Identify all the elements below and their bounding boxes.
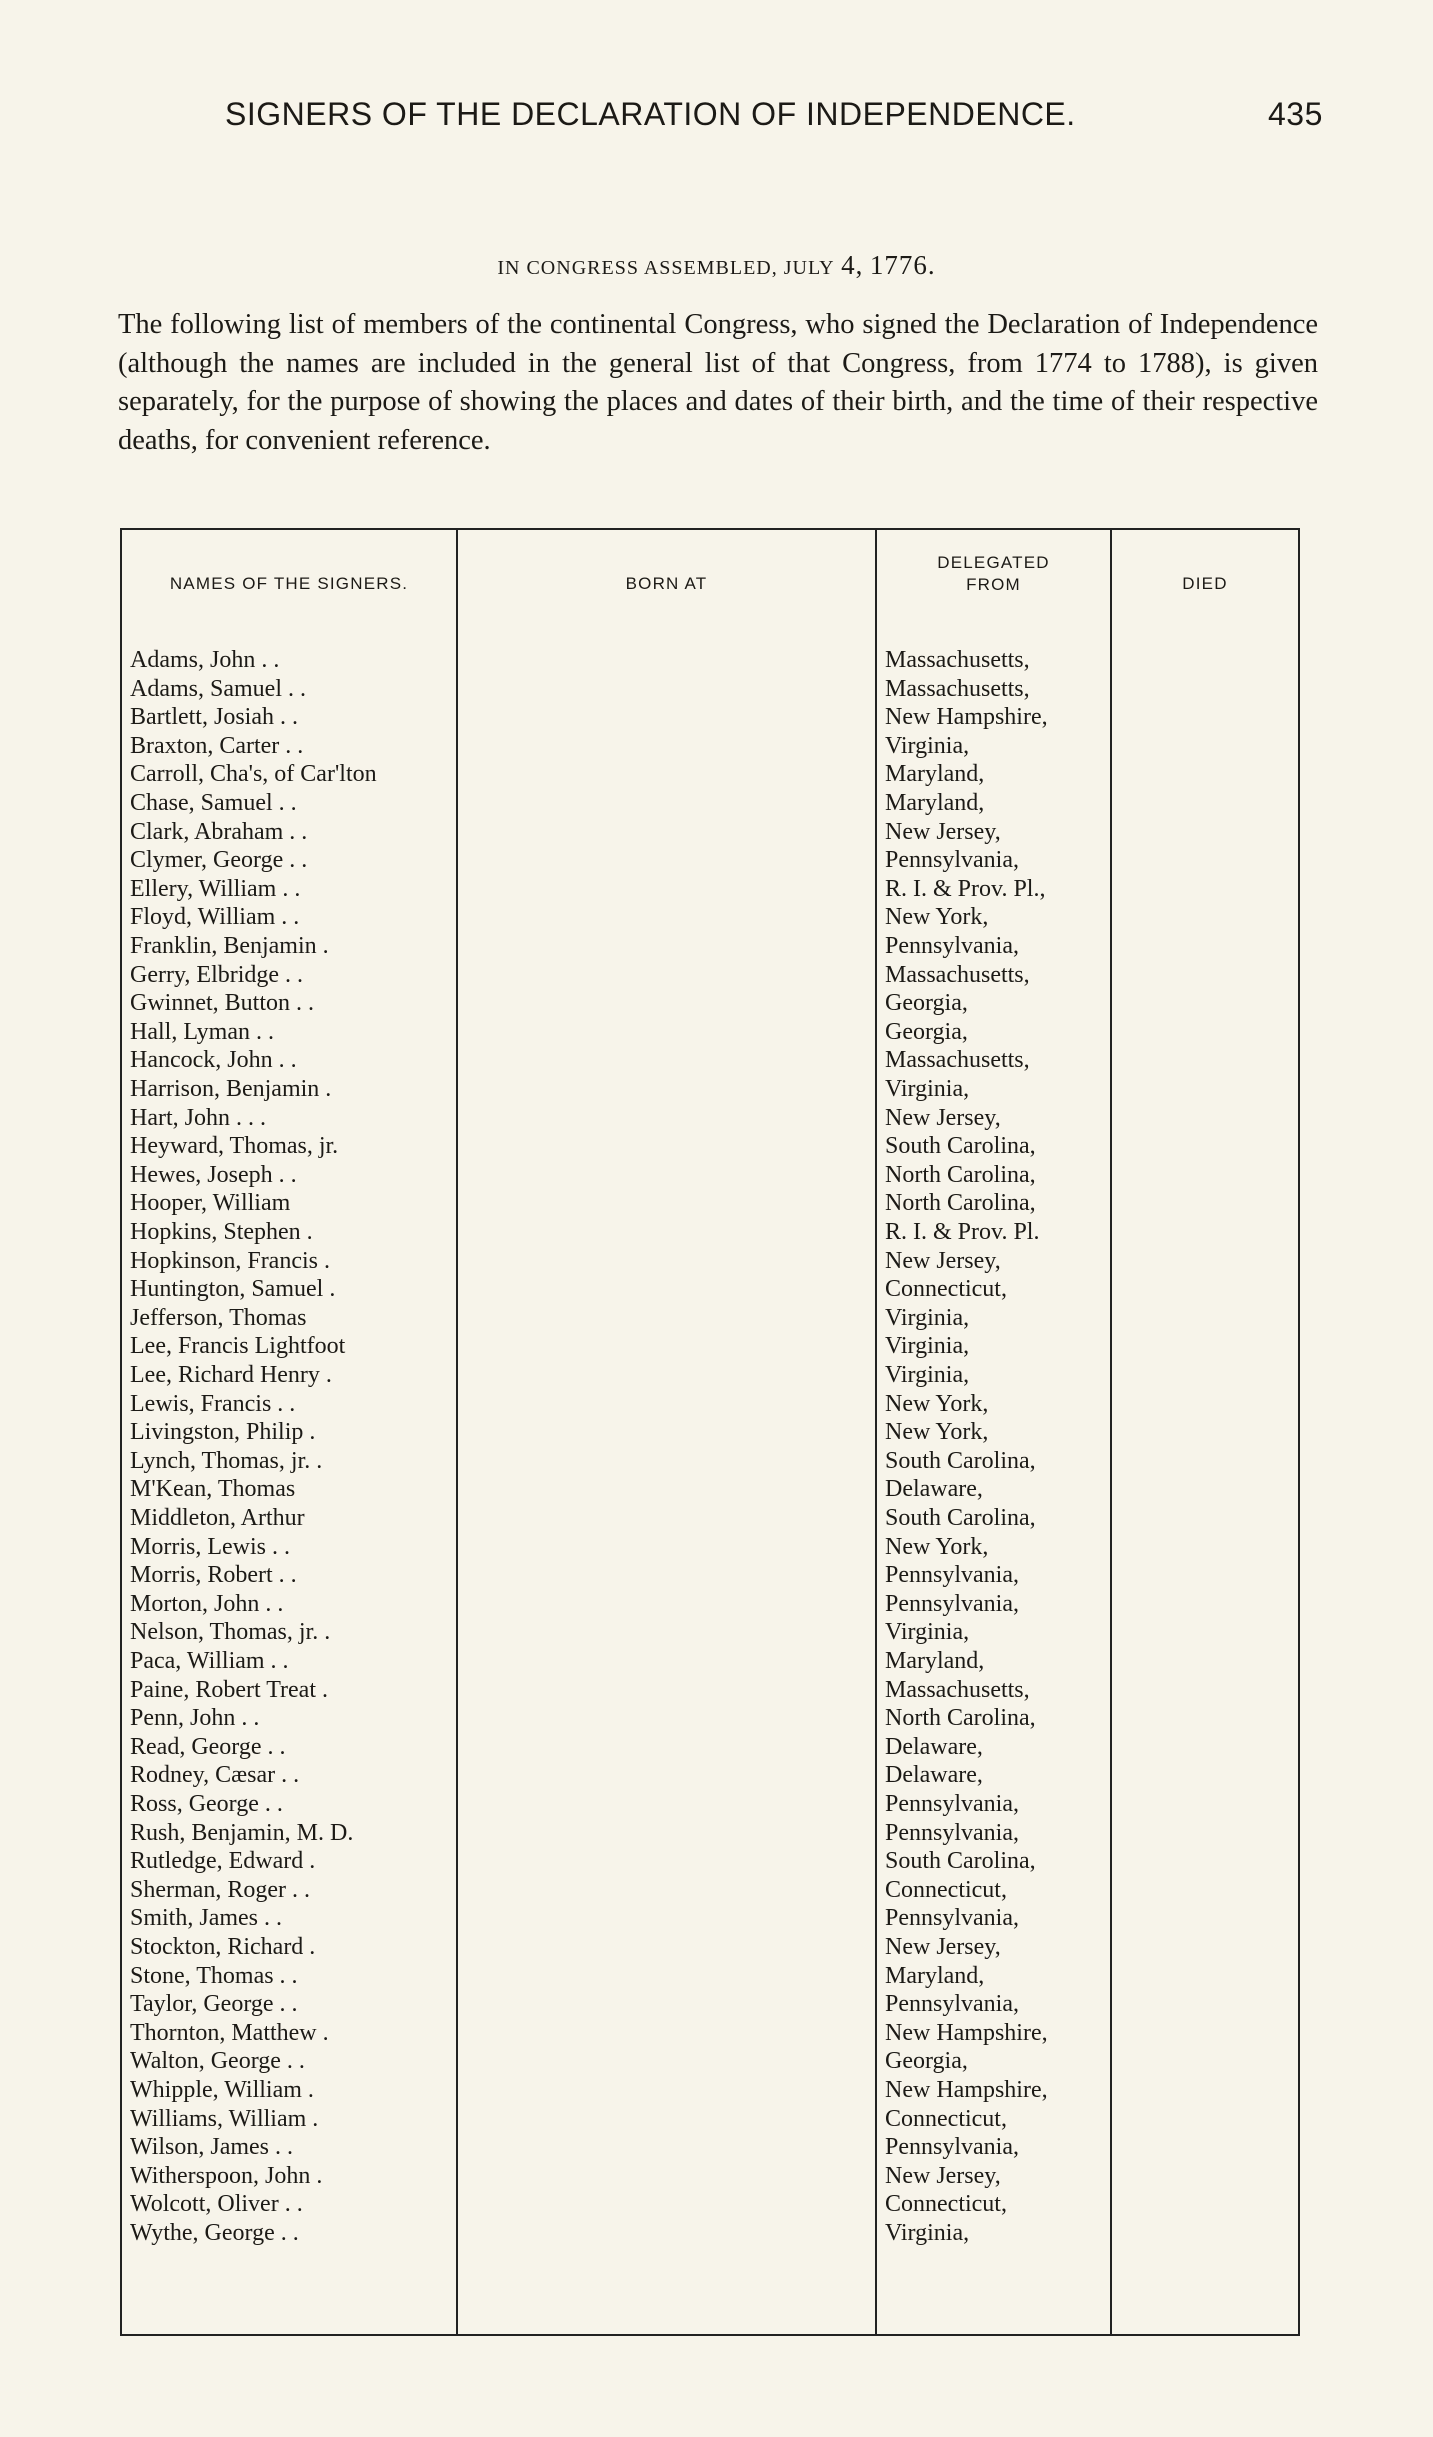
table-row (120, 903, 1300, 931)
delegated-from: New Hampshire, (885, 2077, 1048, 2103)
signer-name: Hopkinson, Francis . (130, 1247, 330, 1274)
table-row (120, 1247, 1300, 1275)
delegated-from: South Carolina, (885, 1133, 1036, 1160)
delegated-from: Virginia, (885, 1333, 970, 1360)
delegated-from: Maryland, (885, 1648, 985, 1674)
table-row (120, 1104, 1300, 1132)
delegated-from: Connecticut, (885, 2191, 1007, 2218)
signer-name: Stone, Thomas . . (130, 1962, 298, 1989)
header-delegated (877, 552, 1110, 596)
signer-name: Paca, William . . (130, 1648, 289, 1674)
signer-name: Penn, John . . (130, 1705, 260, 1732)
signer-name: Hall, Lyman . . (130, 1018, 274, 1045)
table-row (120, 2190, 1300, 2218)
table-row (120, 1218, 1300, 1246)
delegated-from: Virginia, (885, 732, 970, 759)
table-row (120, 1533, 1300, 1561)
table-row (120, 1904, 1300, 1932)
table-row (120, 1876, 1300, 1904)
signer-name: Carroll, Cha's, of Car'lton (130, 761, 377, 788)
signer-name: Nelson, Thomas, jr. . (130, 1619, 331, 1646)
page-number: 435 (1268, 96, 1323, 132)
delegated-from: Pennsylvania, (885, 933, 1019, 959)
signer-name: Lee, Francis Lightfoot (130, 1333, 346, 1360)
table-row (120, 1161, 1300, 1189)
delegated-from: Virginia, (885, 1362, 970, 1388)
signer-name: Ellery, William . . (130, 875, 301, 902)
signer-name: Chase, Samuel . . (130, 790, 297, 816)
table-row (120, 1933, 1300, 1961)
delegated-from: New Jersey, (885, 2162, 1001, 2189)
table-bottom-rule (120, 2334, 1300, 2336)
delegated-from: Connecticut, (885, 1276, 1007, 1303)
table-row (120, 1647, 1300, 1675)
table-row (120, 1075, 1300, 1103)
signer-name: Gerry, Elbridge . . (130, 961, 304, 988)
table-row (120, 703, 1300, 731)
table-row (120, 846, 1300, 874)
signer-name: Lewis, Francis . . (130, 1390, 296, 1417)
signer-name: Hooper, William (130, 1190, 291, 1217)
delegated-from: South Carolina, (885, 1447, 1036, 1474)
signer-name: Morris, Robert . . (130, 1562, 297, 1589)
signer-name: Bartlett, Josiah . . (130, 704, 298, 731)
signer-name: Lynch, Thomas, jr. . (130, 1447, 323, 1474)
signer-name: Gwinnet, Button . . (130, 990, 314, 1017)
signer-name: Hewes, Joseph . . (130, 1161, 297, 1188)
signer-name: Paine, Robert Treat . (130, 1676, 328, 1703)
table-row (120, 1618, 1300, 1646)
signer-name: Clymer, George . . (130, 847, 308, 874)
signer-name: Morton, John . . (130, 1590, 284, 1617)
table-row (120, 1590, 1300, 1618)
delegated-from: R. I. & Prov. Pl., (885, 875, 1046, 902)
delegated-from: North Carolina, (885, 1190, 1036, 1217)
delegated-from: Georgia, (885, 2048, 968, 2075)
table-row (120, 1990, 1300, 2018)
signer-name: Middleton, Arthur (130, 1505, 305, 1531)
subheading-year: 1776. (869, 250, 936, 280)
delegated-from: Georgia, (885, 1018, 968, 1045)
delegated-from: New York, (885, 1533, 989, 1560)
signer-name: Hancock, John . . (130, 1047, 297, 1074)
signer-name: Sherman, Roger . . (130, 1876, 310, 1903)
delegated-from: Pennsylvania, (885, 1590, 1019, 1617)
delegated-from: Delaware, (885, 1733, 983, 1760)
table-row (120, 875, 1300, 903)
signer-name: Morris, Lewis . . (130, 1533, 290, 1560)
signer-name: Heyward, Thomas, jr. (130, 1133, 339, 1160)
signer-name: Huntington, Samuel . (130, 1276, 336, 1303)
delegated-from: Virginia, (885, 2220, 970, 2246)
table-row (120, 1561, 1300, 1589)
signer-name: Hart, John . . . (130, 1104, 266, 1131)
table-row (120, 1189, 1300, 1217)
signer-name: Wilson, James . . (130, 2134, 294, 2161)
table-row (120, 1390, 1300, 1418)
table-row (120, 1733, 1300, 1761)
signer-name: Walton, George . . (130, 2048, 305, 2075)
table-row (120, 1790, 1300, 1818)
delegated-from: Pennsylvania, (885, 1791, 1019, 1817)
delegated-from: Virginia, (885, 1304, 970, 1331)
signer-name: M'Kean, Thomas (130, 1476, 296, 1503)
table-row (120, 675, 1300, 703)
signer-name: Rodney, Cæsar . . (130, 1762, 300, 1789)
delegated-from: Massachusetts, (885, 1676, 1030, 1703)
table-row (120, 1504, 1300, 1532)
header-delegated-line1: DELEGATED (937, 553, 1050, 572)
header-died: DIED (1182, 574, 1228, 593)
delegated-from: New York, (885, 1390, 989, 1417)
table-row (120, 646, 1300, 674)
signer-name: Livingston, Philip . (130, 1419, 316, 1446)
delegated-from: New Hampshire, (885, 704, 1048, 731)
signer-name: Witherspoon, John . (130, 2162, 323, 2189)
table-row (120, 2133, 1300, 2161)
table-row (120, 2047, 1300, 2075)
delegated-from: Pennsylvania, (885, 2134, 1019, 2161)
table-row (120, 1332, 1300, 1360)
delegated-from: New Jersey, (885, 1247, 1001, 1274)
table-row (120, 2162, 1300, 2190)
delegated-from: Delaware, (885, 1762, 983, 1789)
table-row (120, 1361, 1300, 1389)
signer-name: Thornton, Matthew . (130, 2019, 329, 2046)
table-row (120, 760, 1300, 788)
table-row (120, 732, 1300, 760)
table-row (120, 1704, 1300, 1732)
header-born: BORN AT (625, 574, 708, 593)
table-row (120, 1275, 1300, 1303)
delegated-from: South Carolina, (885, 1848, 1036, 1875)
table-row (120, 989, 1300, 1017)
table-row (120, 818, 1300, 846)
signer-name: Braxton, Carter . . (130, 732, 304, 759)
delegated-from: North Carolina, (885, 1705, 1036, 1732)
delegated-from: Connecticut, (885, 1876, 1007, 1903)
table-row (120, 1018, 1300, 1046)
table-row (120, 1761, 1300, 1789)
delegated-from: New York, (885, 904, 989, 931)
table-row (120, 1819, 1300, 1847)
delegated-from: New Hampshire, (885, 2019, 1048, 2046)
signer-name: Clark, Abraham . . (130, 818, 308, 845)
table-row (120, 2105, 1300, 2133)
signer-name: Lee, Richard Henry . (130, 1362, 332, 1388)
table-row (120, 789, 1300, 817)
subheading-prefix: IN CONGRESS ASSEMBLED, JULY (497, 257, 835, 279)
table-row (120, 1046, 1300, 1074)
signer-name: Williams, William . (130, 2105, 319, 2132)
signer-name: Smith, James . . (130, 1905, 283, 1932)
delegated-from: Pennsylvania, (885, 1991, 1019, 2018)
signer-name: Ross, George . . (130, 1791, 283, 1817)
signer-name: Rush, Benjamin, M. D. (130, 1819, 354, 1846)
delegated-from: New Jersey, (885, 1104, 1001, 1131)
signer-name: Hopkins, Stephen . (130, 1219, 313, 1245)
delegated-from: New York, (885, 1419, 989, 1446)
delegated-from: Maryland, (885, 761, 985, 788)
header-names: NAMES OF THE SIGNERS. (169, 574, 409, 593)
table-row (120, 2019, 1300, 2047)
delegated-from: Pennsylvania, (885, 1905, 1019, 1932)
delegated-from: Connecticut, (885, 2105, 1007, 2132)
signer-name: Taylor, George . . (130, 1991, 298, 2018)
table-row (120, 1676, 1300, 1704)
subheading (0, 250, 1433, 281)
table-row (120, 1132, 1300, 1160)
signer-name: Jefferson, Thomas (130, 1304, 307, 1331)
table-row (120, 1962, 1300, 1990)
delegated-from: Maryland, (885, 790, 985, 816)
table-row (120, 2076, 1300, 2104)
signer-name: Wythe, George . . (130, 2220, 299, 2246)
header-delegated-line2: FROM (966, 575, 1021, 594)
signer-name: Wolcott, Oliver . . (130, 2191, 303, 2218)
delegated-from: Virginia, (885, 1076, 970, 1102)
delegated-from: Massachusetts, (885, 961, 1030, 988)
delegated-from: Georgia, (885, 990, 968, 1017)
table-row (120, 1304, 1300, 1332)
delegated-from: Pennsylvania, (885, 847, 1019, 874)
running-title: SIGNERS OF THE DECLARATION OF INDEPENDENCE. (225, 96, 1076, 132)
signer-name: Franklin, Benjamin . (130, 933, 329, 959)
signer-name: Harrison, Benjamin . (130, 1076, 332, 1102)
delegated-from: Delaware, (885, 1476, 983, 1503)
table-row (120, 1847, 1300, 1875)
table-row (120, 1418, 1300, 1446)
table-row (120, 1475, 1300, 1503)
signers-table (120, 528, 1300, 2336)
delegated-from: New Jersey, (885, 818, 1001, 845)
signer-name: Floyd, William . . (130, 904, 300, 931)
delegated-from: New Jersey, (885, 1934, 1001, 1960)
delegated-from: Massachusetts, (885, 1047, 1030, 1074)
table-row (120, 2219, 1300, 2247)
signer-name: Whipple, William . (130, 2077, 314, 2103)
delegated-from: South Carolina, (885, 1505, 1036, 1531)
intro-paragraph: The following list of members of the continental Congress, who signed the Declaration of Independence (although the names are included in the general list of that Congress, from 1774 to 1788), is given separately, for the purpose of showing the places and dates of their birth, and the time of their respective deaths, for convenient reference. (118, 309, 1318, 456)
signer-name: Read, George . . (130, 1733, 286, 1760)
table-row (120, 1447, 1300, 1475)
signer-name: Rutledge, Edward . (130, 1848, 316, 1875)
table-row (120, 961, 1300, 989)
delegated-from: Pennsylvania, (885, 1819, 1019, 1846)
delegated-from: Pennsylvania, (885, 1562, 1019, 1589)
signer-name: Stockton, Richard . (130, 1934, 316, 1960)
delegated-from: Virginia, (885, 1619, 970, 1646)
delegated-from: Massachusetts, (885, 647, 1030, 673)
delegated-from: North Carolina, (885, 1161, 1036, 1188)
table-top-rule (120, 528, 1300, 530)
delegated-from: Massachusetts, (885, 675, 1030, 702)
signer-name: Adams, John . . (130, 647, 280, 673)
signer-name: Adams, Samuel . . (130, 675, 306, 702)
delegated-from: R. I. & Prov. Pl. (885, 1219, 1040, 1245)
delegated-from: Maryland, (885, 1962, 985, 1989)
subheading-day: 4, (841, 250, 864, 280)
table-row (120, 932, 1300, 960)
